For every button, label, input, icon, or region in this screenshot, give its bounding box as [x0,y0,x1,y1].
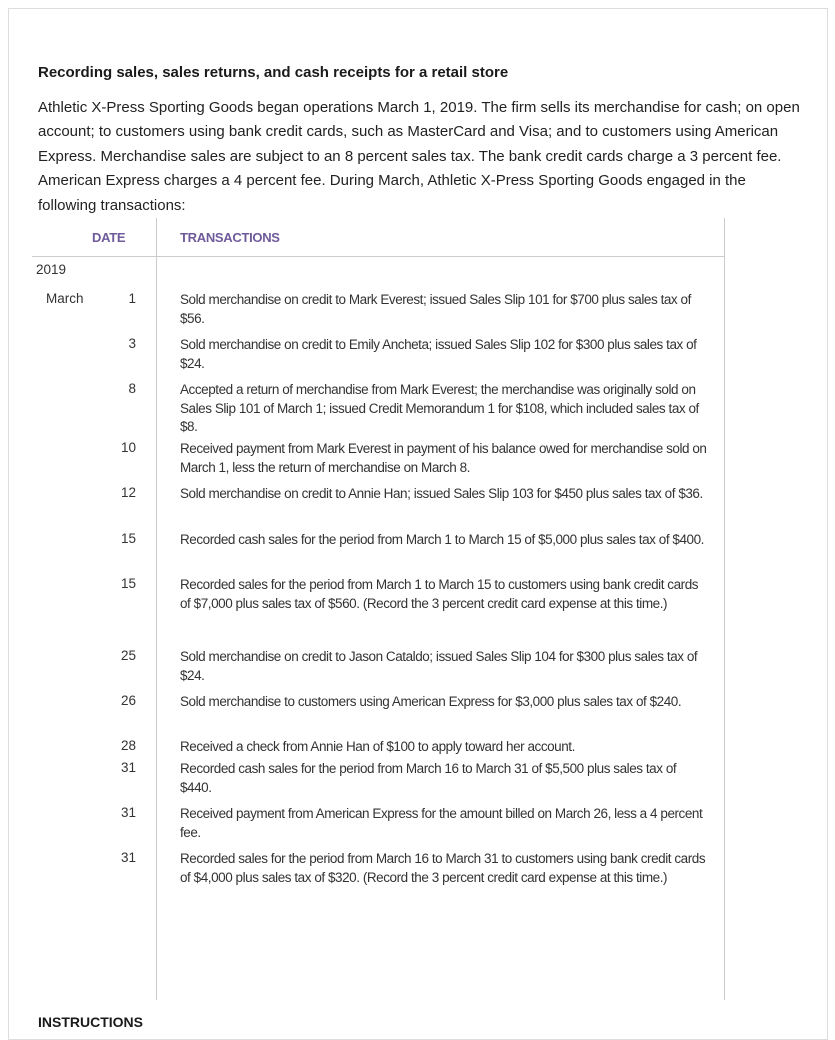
date-day: 15 [120,576,136,591]
column-divider [156,218,157,1000]
date-day: 1 [128,291,136,306]
transactions-table [32,218,725,1000]
date-day: 26 [120,693,136,708]
instructions-heading: INSTRUCTIONS [38,1014,143,1030]
transaction-text: Sold merchandise on credit to Emily Ancheta; issued Sales Slip 102 for $300 plus sales tax of $24. [180,337,697,371]
transaction-text: Received a check from Annie Han of $100 to apply toward her account. [180,739,575,754]
date-day: 10 [120,440,136,455]
date-day: 8 [128,381,136,396]
date-day: 25 [120,648,136,663]
date-header: DATE [92,230,126,245]
transaction-text: Recorded sales for the period from March 16 to March 31 to customers using bank credit cards of $4,000 plus sales tax of $320. (Record the 3 percent credit card expense at this time.) [180,851,706,885]
date-day: 28 [120,738,136,753]
transaction-text: Accepted a return of merchandise from Mark Everest; the merchandise was originally sold on Sales Slip 101 of March 1; issued Credit Memorandum 1 for $108, which included sales tax of $8. [180,382,699,434]
date-day: 15 [120,531,136,546]
month-label: March [46,291,84,306]
date-day: 12 [120,485,136,500]
problem-title: Recording sales, sales returns, and cash receipts for a retail store [38,64,509,81]
header-divider [32,256,724,257]
transactions-header: TRANSACTIONS [180,230,280,245]
transaction-text: Received payment from American Express for the amount billed on March 26, less a 4 percent fee. [180,806,703,840]
date-day: 3 [128,336,136,351]
transaction-text: Recorded cash sales for the period from March 1 to March 15 of $5,000 plus sales tax of $400. [180,532,704,547]
transaction-text: Sold merchandise on credit to Mark Everest; issued Sales Slip 101 for $700 plus sales tax of $56. [180,292,691,326]
transaction-text: Recorded cash sales for the period from March 16 to March 31 of $5,500 plus sales tax of $440. [180,761,677,795]
transaction-text: Sold merchandise to customers using American Express for $3,000 plus sales tax of $240. [180,694,682,709]
transaction-text: Received payment from Mark Everest in payment of his balance owed for merchandise sold on March 1, less the return of merchandise on March 8. [180,441,707,475]
date-day: 31 [120,760,136,775]
transaction-text: Sold merchandise on credit to Jason Cataldo; issued Sales Slip 104 for $300 plus sales tax of $24. [180,649,698,683]
date-day: 31 [120,805,136,820]
transaction-text: Sold merchandise on credit to Annie Han; issued Sales Slip 103 for $450 plus sales tax of $36. [180,486,703,501]
year-label: 2019 [36,262,67,277]
date-day: 31 [120,850,136,865]
transaction-text: Recorded sales for the period from March 1 to March 15 to customers using bank credit cards of $7,000 plus sales tax of $560. (Record the 3 percent credit card expense at this time.) [180,577,699,611]
problem-intro: Athletic X-Press Sporting Goods began operations March 1, 2019. The firm sells its merchandise for cash; on open account; to customers using bank credit cards, such as MasterCard and Visa; and to customers using American Express. Merchandise sales are subject to an 8 percent sales tax. The bank credit cards charge a 3 percent fee. American Express charges a 4 percent fee. During March, Athletic X-Press Sporting Goods engaged in the following transactions: [38,99,800,214]
